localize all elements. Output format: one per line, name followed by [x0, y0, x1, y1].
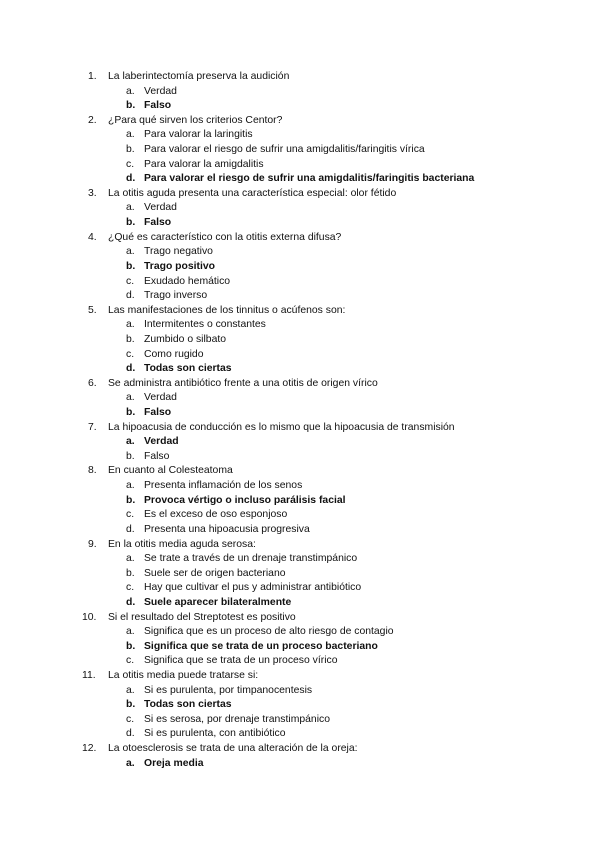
question-number: 4. — [88, 231, 97, 243]
option-letter: a. — [126, 684, 135, 696]
option-text: Verdad — [144, 85, 177, 97]
answer-option — [0, 158, 600, 173]
answer-option — [0, 143, 600, 158]
option-letter: a. — [126, 319, 135, 331]
quiz-list — [0, 70, 600, 771]
option-letter: a. — [126, 480, 135, 492]
question-line — [0, 464, 600, 479]
option-letter: a. — [126, 129, 135, 141]
question-line — [0, 304, 600, 319]
option-letter: d. — [126, 173, 136, 185]
answer-option-correct — [0, 260, 600, 275]
option-letter: b. — [126, 260, 136, 272]
answer-option — [0, 654, 600, 669]
question-line — [0, 70, 600, 85]
question-text: ¿Para qué sirven los criterios Centor? — [108, 114, 283, 126]
option-letter: c. — [126, 713, 135, 725]
answer-option — [0, 479, 600, 494]
option-text: Todas son ciertas — [144, 363, 232, 375]
option-text: Falso — [144, 407, 172, 419]
option-text: Significa que se trata de un proceso vírico — [144, 655, 338, 667]
option-letter: d. — [126, 523, 135, 535]
option-text: Verdad — [144, 202, 177, 214]
answer-option — [0, 333, 600, 348]
question-number: 11. — [82, 669, 96, 681]
answer-option — [0, 567, 600, 582]
option-text: Para valorar el riesgo de sufrir una amigdalitis/faringitis vírica — [144, 144, 425, 156]
question-number: 2. — [88, 114, 97, 126]
question-line — [0, 669, 600, 684]
option-letter: b. — [126, 407, 136, 419]
option-letter: c. — [126, 655, 135, 667]
option-text: Suele aparecer bilateralmente — [144, 596, 292, 608]
option-text: Intermitentes o constantes — [144, 319, 266, 331]
answer-option — [0, 625, 600, 640]
answer-option — [0, 508, 600, 523]
option-text: Si es purulenta, con antibiótico — [144, 728, 286, 740]
answer-option — [0, 289, 600, 304]
question-item — [0, 464, 600, 537]
question-number: 10. — [82, 611, 97, 623]
answer-option — [0, 85, 600, 100]
option-text: Para valorar el riesgo de sufrir una amigdalitis/faringitis bacteriana — [144, 173, 475, 185]
option-letter: c. — [126, 509, 135, 521]
question-text: La otitis aguda presenta una característica especial: olor fétido — [108, 187, 397, 199]
answer-option — [0, 275, 600, 290]
question-item — [0, 231, 600, 304]
option-text: Verdad — [144, 392, 177, 404]
option-letter: a. — [126, 553, 135, 565]
option-letter: b. — [126, 450, 135, 462]
option-letter: b. — [126, 567, 135, 579]
answer-option — [0, 552, 600, 567]
question-item — [0, 70, 600, 114]
answer-option — [0, 391, 600, 406]
option-letter: a. — [126, 246, 135, 258]
option-text: Significa que se trata de un proceso bacteriano — [144, 640, 378, 652]
option-text: Para valorar la amigdalitis — [144, 158, 264, 170]
option-text: Se trate a través de un drenaje transtimpánico — [144, 553, 358, 565]
question-item — [0, 421, 600, 465]
answer-option-correct — [0, 362, 600, 377]
option-letter: a. — [126, 85, 135, 97]
answer-option-correct — [0, 494, 600, 509]
question-number: 1. — [88, 71, 97, 82]
question-item — [0, 538, 600, 611]
answer-option-correct — [0, 698, 600, 713]
answer-option — [0, 348, 600, 363]
question-line — [0, 742, 600, 757]
option-letter: a. — [126, 436, 135, 448]
answer-option — [0, 581, 600, 596]
question-item — [0, 742, 600, 771]
question-text: Si el resultado del Streptotest es positivo — [108, 611, 296, 623]
question-number: 3. — [88, 187, 97, 199]
question-number: 5. — [88, 304, 97, 316]
option-letter: b. — [126, 699, 136, 711]
option-letter: c. — [126, 158, 135, 170]
question-number: 8. — [88, 465, 97, 477]
option-text: Presenta inflamación de los senos — [144, 480, 303, 492]
option-letter: d. — [126, 596, 136, 608]
option-letter: b. — [126, 144, 135, 156]
option-text: Falso — [144, 450, 170, 462]
question-number: 6. — [88, 377, 97, 389]
option-text: Como rugido — [144, 348, 204, 360]
option-text: Hay que cultivar el pus y administrar antibiótico — [144, 582, 362, 594]
question-text: En la otitis media aguda serosa: — [108, 538, 256, 550]
answer-option — [0, 727, 600, 742]
option-letter: a. — [126, 202, 135, 214]
answer-option-correct — [0, 435, 600, 450]
option-text: Verdad — [144, 436, 179, 448]
option-text: Todas son ciertas — [144, 699, 232, 711]
answer-option — [0, 450, 600, 465]
option-letter: b. — [126, 217, 136, 229]
question-text: Se administra antibiótico frente a una otitis de origen vírico — [108, 377, 378, 389]
option-letter: a. — [126, 626, 135, 638]
option-text: Trago negativo — [144, 246, 213, 258]
option-letter: a. — [126, 392, 135, 404]
question-line — [0, 421, 600, 436]
question-line — [0, 611, 600, 626]
question-text: ¿Qué es característico con la otitis externa difusa? — [108, 231, 342, 243]
answer-option-correct — [0, 406, 600, 421]
option-letter: d. — [126, 728, 135, 740]
option-text: Para valorar la laringitis — [144, 129, 253, 141]
option-letter: d. — [126, 290, 135, 302]
option-text: Exudado hemático — [144, 275, 231, 287]
answer-option-correct — [0, 596, 600, 611]
question-number: 12. — [82, 743, 97, 755]
question-item — [0, 669, 600, 742]
question-item — [0, 377, 600, 421]
option-letter: c. — [126, 348, 135, 360]
answer-option — [0, 684, 600, 699]
option-text: Zumbido o silbato — [144, 333, 227, 345]
option-text: Presenta una hipoacusia progresiva — [144, 523, 310, 535]
question-line — [0, 187, 600, 202]
answer-option — [0, 201, 600, 216]
answer-option-correct — [0, 640, 600, 655]
answer-option-correct — [0, 757, 600, 772]
question-item — [0, 611, 600, 669]
option-text: Es el exceso de oso esponjoso — [144, 509, 288, 521]
question-item — [0, 304, 600, 377]
question-line — [0, 538, 600, 553]
option-text: Suele ser de origen bacteriano — [144, 567, 286, 579]
question-text: La hipoacusia de conducción es lo mismo que la hipoacusia de transmisión — [108, 421, 455, 433]
question-text: La otoesclerosis se trata de una alteración de la oreja: — [108, 743, 358, 755]
option-letter: b. — [126, 333, 135, 345]
option-text: Falso — [144, 217, 172, 229]
question-text: Las manifestaciones de los tinnitus o acúfenos son: — [108, 304, 346, 316]
question-text: En cuanto al Colesteatoma — [108, 465, 233, 477]
question-number: 9. — [88, 538, 97, 550]
option-letter: a. — [126, 757, 135, 769]
option-text: Si es serosa, por drenaje transtimpánico — [144, 713, 330, 725]
question-item — [0, 114, 600, 187]
option-letter: c. — [126, 582, 135, 594]
question-text: La otitis media puede tratarse si: — [108, 669, 259, 681]
answer-option-correct — [0, 216, 600, 231]
question-line — [0, 114, 600, 129]
answer-option — [0, 128, 600, 143]
question-item — [0, 187, 600, 231]
question-line — [0, 231, 600, 246]
option-text: Trago positivo — [144, 260, 216, 272]
question-line — [0, 377, 600, 392]
question-number: 7. — [88, 421, 97, 433]
option-text: Significa que es un proceso de alto riesgo de contagio — [144, 626, 394, 638]
option-text: Si es purulenta, por timpanocentesis — [144, 684, 313, 696]
option-letter: b. — [126, 640, 136, 652]
option-text: Oreja media — [144, 757, 204, 769]
option-letter: b. — [126, 494, 136, 506]
option-text: Trago inverso — [144, 290, 208, 302]
answer-option-correct — [0, 99, 600, 114]
question-text: La laberintectomía preserva la audición — [108, 71, 290, 82]
option-text: Provoca vértigo o incluso parálisis facial — [144, 494, 346, 506]
option-letter: b. — [126, 100, 136, 112]
answer-option — [0, 713, 600, 728]
option-letter: d. — [126, 363, 136, 375]
answer-option-correct — [0, 172, 600, 187]
option-letter: c. — [126, 275, 135, 287]
answer-option — [0, 245, 600, 260]
option-text: Falso — [144, 100, 172, 112]
answer-option — [0, 523, 600, 538]
answer-option — [0, 318, 600, 333]
